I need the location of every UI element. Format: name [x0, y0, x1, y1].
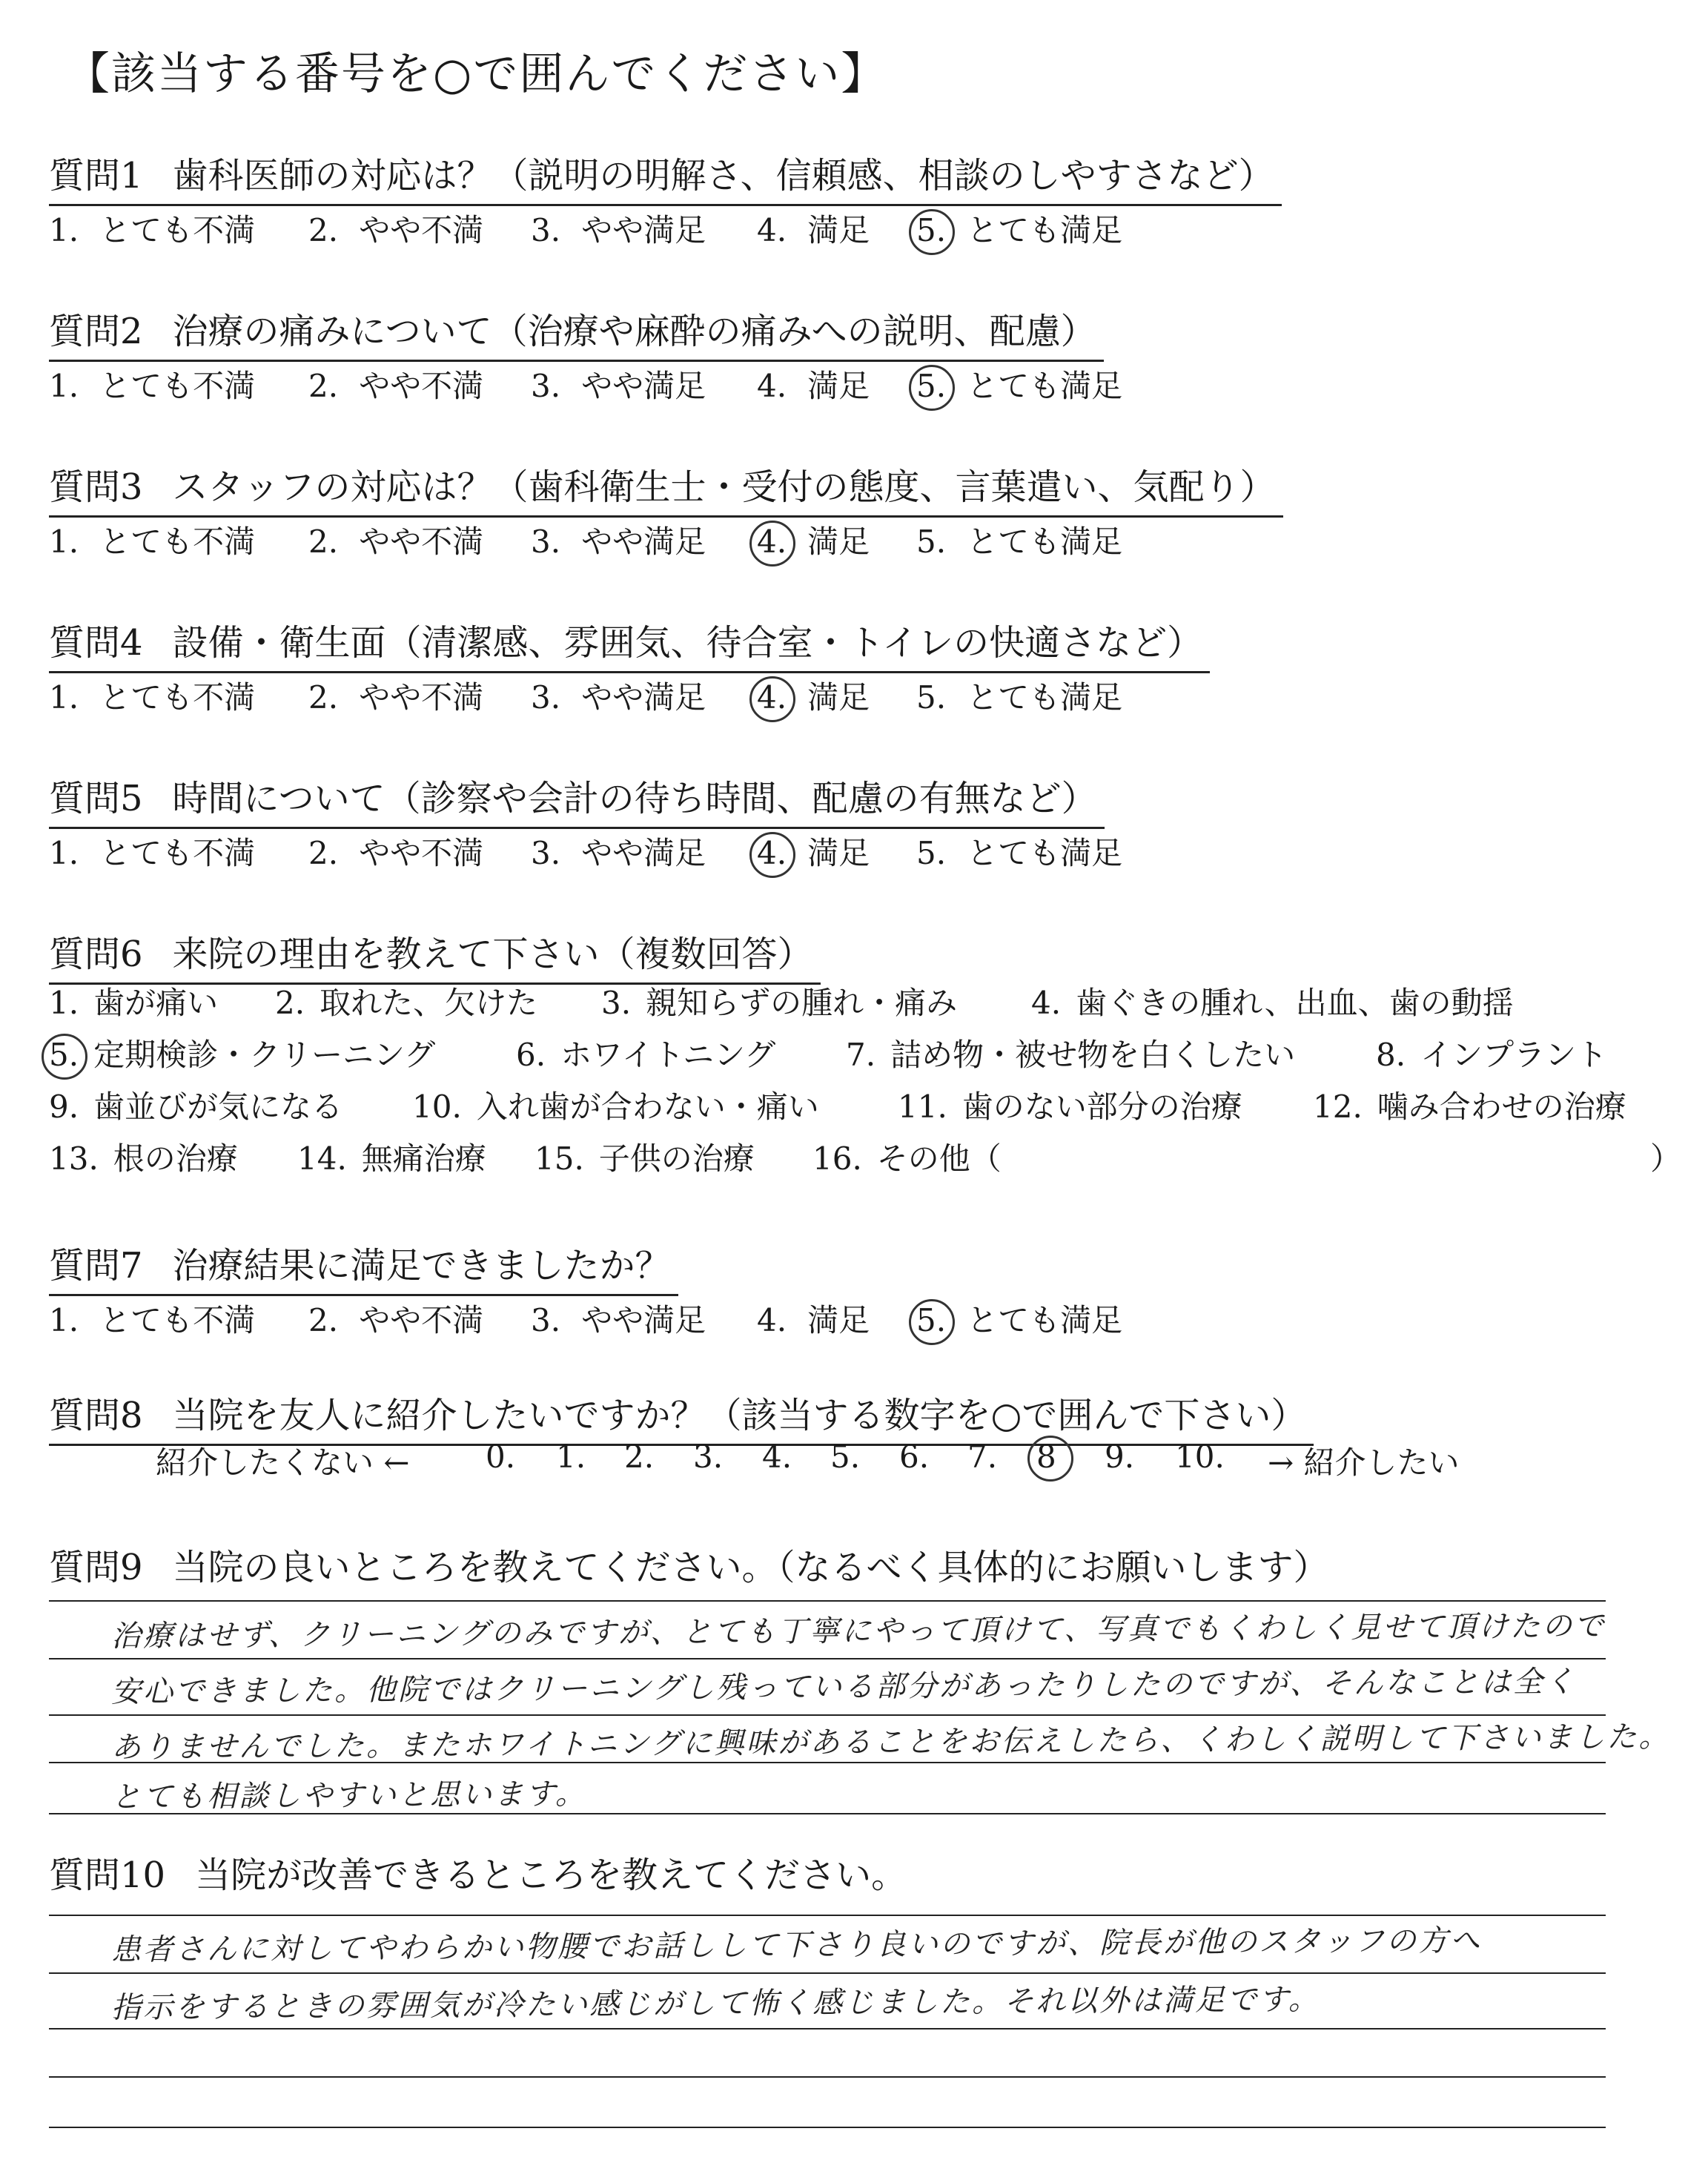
scale-0[interactable]: 0. — [486, 1439, 516, 1475]
ruled-line — [49, 1813, 1606, 1814]
question-text: 当院の良いところを教えてください。（なるべく具体的にお願いします） — [172, 1547, 1329, 1588]
answer-line-3: ありませんでした。またホワイトニングに興味があることをお伝えしたら、くわしく説明して下さいました。 — [110, 1720, 1671, 1765]
question-text: 治療の痛みについて（治療や麻酔の痛みへの説明、配慮） — [172, 311, 1096, 352]
reason-11[interactable]: 11. 歯のない部分の治療 — [898, 1089, 1242, 1125]
question-text: 設備・衛生面（清潔感、雰囲気、待合室・トイレの快適さなど） — [172, 622, 1203, 664]
option-1[interactable]: 1. とても不満 — [49, 524, 256, 560]
question-7-heading — [49, 1237, 678, 1296]
ruled-line — [49, 2028, 1606, 2029]
answer-line-1: 患者さんに対してやわらかい物腰でお話しして下さり良いのですが、院長が他のスタッフの方へ — [110, 1923, 1483, 1967]
question-number: 質問10 — [49, 1855, 166, 1896]
selection-circle: 5. — [916, 368, 947, 404]
reason-13[interactable]: 13. 根の治療 — [49, 1140, 238, 1177]
ruled-line — [49, 2127, 1606, 2128]
reason-6[interactable]: 6. ホワイトニング — [516, 1037, 776, 1073]
question-5-heading — [49, 770, 1105, 829]
option-4[interactable]: 4. 満足 — [757, 368, 870, 404]
question-text: 歯科医師の対応は？（説明の明解さ、信頼感、相談のしやすさなど） — [172, 155, 1274, 196]
reason-15[interactable]: 15. 子供の治療 — [534, 1140, 755, 1177]
reason-4[interactable]: 4. 歯ぐきの腫れ、出血、歯の動揺 — [1031, 985, 1514, 1021]
answer-line-1: 治療はせず、クリーニングのみですが、とても丁寧にやって頂けて、写真でもくわしく見せて頂けたので — [110, 1608, 1606, 1654]
option-3[interactable]: 3. やや満足 — [531, 212, 706, 248]
reason-16[interactable]: 16. その他（ — [812, 1140, 1002, 1177]
question-9-heading — [49, 1539, 1337, 1596]
option-4-selected[interactable]: 4. 満足 — [757, 835, 870, 871]
question-4-heading — [49, 614, 1210, 673]
option-3[interactable]: 3. やや満足 — [531, 524, 706, 560]
question-number: 質問5 — [49, 778, 143, 819]
option-2[interactable]: 2. やや不満 — [308, 368, 484, 404]
answer-line-4: とても相談しやすいと思います。 — [110, 1777, 587, 1814]
scale-8-selected[interactable]: 8 — [1036, 1439, 1056, 1475]
question-text: スタッフの対応は？（歯科衛生士・受付の態度、言葉遣い、気配り） — [172, 466, 1276, 508]
other-close-paren: ） — [1650, 1140, 1682, 1177]
reason-1[interactable]: 1. 歯が痛い — [49, 985, 219, 1021]
option-3[interactable]: 3. やや満足 — [531, 1302, 706, 1338]
question-number: 質問7 — [49, 1245, 143, 1287]
option-2[interactable]: 2. やや不満 — [308, 835, 484, 871]
scale-5[interactable]: 5. — [830, 1439, 861, 1475]
option-5-selected[interactable]: 5. とても満足 — [916, 212, 1123, 248]
page-title: 【該当する番号を○で囲んでください】 — [65, 48, 887, 100]
scale-3[interactable]: 3. — [693, 1439, 724, 1475]
scale-4[interactable]: 4. — [762, 1439, 792, 1475]
option-5[interactable]: 5. とても満足 — [916, 679, 1123, 716]
ruled-line — [49, 1972, 1606, 1974]
scale-10[interactable]: 10. — [1175, 1439, 1225, 1475]
answer-line-2: 指示をするときの雰囲気が冷たい感じがして怖く感じました。それ以外は満足です。 — [110, 1982, 1320, 2025]
option-4-selected[interactable]: 4. 満足 — [757, 679, 870, 716]
option-1[interactable]: 1. とても不満 — [49, 835, 256, 871]
option-1[interactable]: 1. とても不満 — [49, 679, 256, 716]
option-3[interactable]: 3. やや満足 — [531, 835, 706, 871]
option-4[interactable]: 4. 満足 — [757, 1302, 870, 1338]
reason-3[interactable]: 3. 親知らずの腫れ・痛み — [601, 985, 958, 1021]
option-1[interactable]: 1. とても不満 — [49, 1302, 256, 1338]
question-text: 時間について（診察や会計の待ち時間、配慮の有無など） — [172, 778, 1097, 819]
scale-1[interactable]: 1. — [556, 1439, 586, 1475]
option-5-selected[interactable]: 5. とても満足 — [916, 1302, 1123, 1338]
ruled-line — [49, 2076, 1606, 2078]
question-3-heading — [49, 458, 1283, 518]
reason-12[interactable]: 12. 噛み合わせの治療 — [1313, 1089, 1626, 1125]
reason-7[interactable]: 7. 詰め物・被せ物を白くしたい — [846, 1037, 1296, 1073]
selection-circle: 4. — [757, 679, 787, 716]
option-3[interactable]: 3. やや満足 — [531, 368, 706, 404]
question-text: 当院が改善できるところを教えてください。 — [195, 1855, 907, 1896]
question-1-heading — [49, 147, 1282, 206]
question-6-heading — [49, 925, 821, 985]
scale-right-label: → 紹介したい — [1268, 1444, 1460, 1481]
option-2[interactable]: 2. やや不満 — [308, 1302, 484, 1338]
option-2[interactable]: 2. やや不満 — [308, 679, 484, 716]
reason-2[interactable]: 2. 取れた、欠けた — [275, 985, 538, 1021]
option-5[interactable]: 5. とても満足 — [916, 835, 1123, 871]
question-number: 質問3 — [49, 466, 143, 508]
selection-circle: 5. — [49, 1037, 79, 1073]
option-3[interactable]: 3. やや満足 — [531, 679, 706, 716]
ruled-line — [49, 1600, 1606, 1602]
reason-9[interactable]: 9. 歯並びが気になる — [49, 1089, 343, 1125]
scale-7[interactable]: 7. — [967, 1439, 998, 1475]
reason-10[interactable]: 10. 入れ歯が合わない・痛い — [412, 1089, 819, 1125]
question-number: 質問8 — [49, 1395, 143, 1436]
ruled-line — [49, 1915, 1606, 1916]
question-text: 当院を友人に紹介したいですか？（該当する数字を○で囲んで下さい） — [172, 1395, 1307, 1436]
answer-line-2: 安心できました。他院ではクリーニングし残っている部分があったりしたのですが、そんなことは全く — [110, 1665, 1577, 1709]
option-4-selected[interactable]: 4. 満足 — [757, 524, 870, 560]
question-number: 質問4 — [49, 622, 143, 664]
ruled-line — [49, 1762, 1606, 1763]
scale-left-label: 紹介したくない ← — [156, 1444, 410, 1481]
selection-circle: 5. — [916, 1302, 947, 1338]
selection-circle: 5. — [916, 212, 947, 248]
option-5-selected[interactable]: 5. とても満足 — [916, 368, 1123, 404]
option-1[interactable]: 1. とても不満 — [49, 212, 256, 248]
question-number: 質問2 — [49, 311, 143, 352]
reason-8[interactable]: 8. インプラント — [1376, 1037, 1608, 1073]
reason-5-selected[interactable]: 5. 定期検診・クリーニング — [49, 1037, 436, 1073]
option-4[interactable]: 4. 満足 — [757, 212, 870, 248]
option-2[interactable]: 2. やや不満 — [308, 524, 484, 560]
scale-2[interactable]: 2. — [624, 1439, 655, 1475]
selection-circle: 4. — [757, 835, 787, 871]
question-number: 質問6 — [49, 934, 143, 975]
selection-circle: 4. — [757, 524, 787, 560]
question-number: 質問9 — [49, 1547, 143, 1588]
question-10-heading — [49, 1846, 914, 1903]
question-text: 来院の理由を教えて下さい（複数回答） — [172, 934, 813, 975]
scale-6[interactable]: 6. — [899, 1439, 930, 1475]
scale-9[interactable]: 9. — [1105, 1439, 1135, 1475]
question-2-heading — [49, 303, 1104, 362]
option-2[interactable]: 2. やや不満 — [308, 212, 484, 248]
option-5[interactable]: 5. とても満足 — [916, 524, 1123, 560]
question-number: 質問1 — [49, 155, 143, 196]
question-text: 治療結果に満足できましたか？ — [172, 1245, 671, 1287]
reason-14[interactable]: 14. 無痛治療 — [297, 1140, 486, 1177]
option-1[interactable]: 1. とても不満 — [49, 368, 256, 404]
question-8-heading — [49, 1387, 1314, 1446]
